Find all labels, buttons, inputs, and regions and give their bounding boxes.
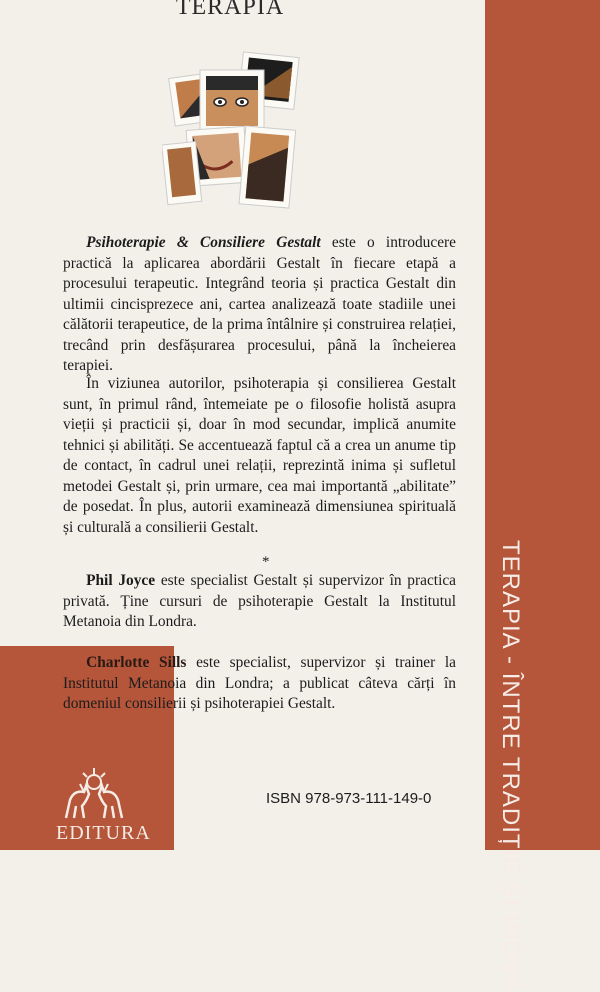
description-paragraph-2-text: În viziunea autorilor, psihoterapia și consilierea Gestalt sunt, în primul rând, întemeiate pe o filosofie holistă asupra vieții și practicii și, doar în mod secundar, implică anumite tehnici și abilități. Se accentuează faptul că a crea un anume tip de contact, în cadrul unei relații, reprezintă inima și sufletul metodei Gestalt și, prin urmare, cea mai importantă „abilitate” de posedat. În plus, autorii examinează dimensiunea spirituală și culturală a consilierii Gestalt. — [63, 375, 456, 536]
cover-collage-illustration — [162, 46, 302, 216]
spine-text: TERAPIA - ÎNTRE TRADIȚIE ȘI INOVA — [497, 540, 524, 992]
description-paragraph-1 — [63, 233, 456, 377]
description-paragraph-1-text: este o introducere practică la aplicarea abordării Gestalt în fiecare etapă a procesului terapeutic. Integrând teoria și practica Gestalt din ultimii cincisprezece ani, cartea analizează toate stadiile unei călătorii terapeutice, de la prima întâlnire și construirea relației, trecând prin desfășurarea procesului, până la încheierea terapiei. — [63, 234, 457, 374]
author-name-2: Charlotte Sills — [86, 654, 187, 671]
book-title-emphasis: Psihoterapie & Consiliere Gestalt — [86, 234, 321, 251]
publisher-name: EDITURA — [56, 822, 151, 844]
series-title: TERAPIA — [175, 0, 285, 20]
author-bio-1 — [63, 571, 456, 633]
publisher-logo-icon — [56, 766, 132, 826]
author-name-1: Phil Joyce — [86, 572, 156, 589]
author-bio-2-text: este specialist, supervizor și trainer la Institutul Metanoia din Londra; a publicat câteva cărți în domeniul consilierii și psihoterapiei Gestalt. — [63, 654, 456, 712]
description-paragraph-2 — [63, 374, 456, 538]
author-bio-2 — [63, 653, 456, 715]
isbn-number: ISBN 978-973-111-149-0 — [266, 790, 432, 807]
section-divider: * — [262, 554, 270, 570]
author-bio-1-text: este specialist Gestalt și supervizor în practica privată. Ține cursuri de psihoterapie Gestalt la Institutul Metanoia din Londra. — [63, 572, 457, 630]
